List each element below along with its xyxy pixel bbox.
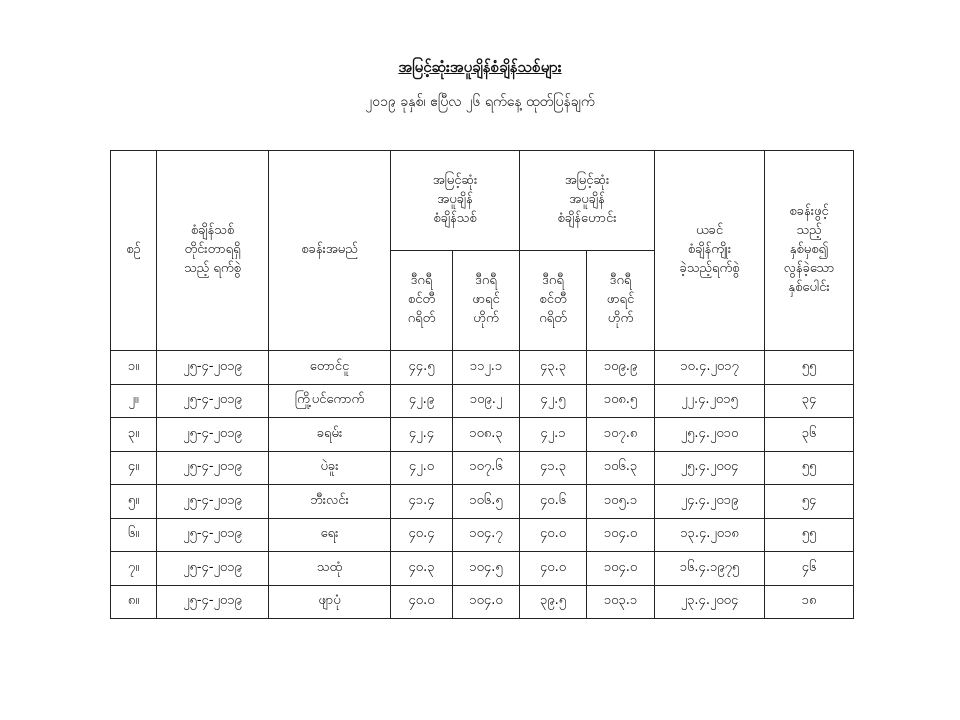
cell-years: ၅၅: [765, 451, 854, 485]
cell-date: ၂၅-၄-၂၀၁၉: [157, 518, 269, 552]
cell-old-date: ၂၃.၄.၂၀၀၄: [655, 585, 765, 619]
cell-date: ၂၅-၄-၂၀၁၉: [157, 418, 269, 452]
header-old-record-date: ယခင် စံချိန်ကျိုး ခဲ့သည့်ရက်စွဲ: [655, 151, 765, 351]
table-row: [111, 518, 854, 552]
cell-years: ၃၆: [765, 418, 854, 452]
table-row: [111, 585, 854, 619]
table-row: [111, 451, 854, 485]
table-row: [111, 552, 854, 586]
cell-old-c: ၄၃.၃: [520, 351, 587, 385]
cell-years: ၄၆: [765, 552, 854, 586]
cell-date: ၂၅-၄-၂၀၁၉: [157, 351, 269, 385]
cell-station: ပဲခူး: [269, 451, 391, 485]
cell-old-f: ၁၀၄.၀: [587, 552, 655, 586]
cell-station: တောင်ငူ: [269, 351, 391, 385]
cell-new-c: ၄၂.၀: [391, 451, 453, 485]
cell-no: ၄။: [111, 451, 157, 485]
table-row: [111, 384, 854, 418]
cell-old-date: ၁၃.၄.၂၀၁၈: [655, 518, 765, 552]
cell-old-f: ၁၀၈.၅: [587, 384, 655, 418]
header-old-record: အမြင့်ဆုံး အပူချိန် စံချိန်ဟောင်း: [520, 151, 655, 251]
cell-no: ၃။: [111, 418, 157, 452]
cell-old-f: ၁၀၅.၁: [587, 485, 655, 519]
cell-old-f: ၁၀၃.၁: [587, 585, 655, 619]
header-record-date: စံချိန်သစ် တိုင်းတာရရှိ သည့် ရက်စွဲ: [157, 151, 269, 351]
cell-no: ၅။: [111, 485, 157, 519]
page-title: အမြင့်ဆုံးအပူချိန်စံချိန်သစ်များ: [398, 58, 562, 76]
cell-old-date: ၂၅.၄.၂၀၀၄: [655, 451, 765, 485]
cell-new-f: ၁၀၄.၇: [453, 518, 520, 552]
header-no: စဉ်: [111, 151, 157, 351]
cell-no: ၈။: [111, 585, 157, 619]
table-header-row: [111, 151, 854, 251]
cell-old-c: ၄၀.၀: [520, 518, 587, 552]
cell-new-f: ၁၀၇.၆: [453, 451, 520, 485]
header-new-celsius: ဒီဂရီ စင်တီ ဂရိတ်: [391, 251, 453, 351]
cell-new-f: ၁၀၄.၅: [453, 552, 520, 586]
cell-years: ၅၄: [765, 485, 854, 519]
cell-new-c: ၄၁.၄: [391, 485, 453, 519]
table-row: [111, 418, 854, 452]
cell-years: ၅၅: [765, 518, 854, 552]
header-old-celsius: ဒီဂရီ စင်တီ ဂရိတ်: [520, 251, 587, 351]
cell-new-f: ၁၀၉.၂: [453, 384, 520, 418]
cell-new-c: ၄၀.၃: [391, 552, 453, 586]
cell-new-f: ၁၀၄.၀: [453, 585, 520, 619]
header-old-fahrenheit: ဒီဂရီ ဖာရင် ဟိုက်: [587, 251, 655, 351]
cell-new-c: ၄၂.၉: [391, 384, 453, 418]
table-row: [111, 485, 854, 519]
cell-station: ကြို့ပင်ကောက်: [269, 384, 391, 418]
cell-years: ၅၅: [765, 351, 854, 385]
cell-old-f: ၁၀၄.၀: [587, 518, 655, 552]
cell-date: ၂၅-၄-၂၀၁၉: [157, 384, 269, 418]
cell-old-c: ၄၂.၅: [520, 384, 587, 418]
cell-date: ၂၅-၄-၂၀၁၉: [157, 585, 269, 619]
cell-no: ၆။: [111, 518, 157, 552]
header-new-fahrenheit: ဒီဂရီ ဖာရင် ဟိုက်: [453, 251, 520, 351]
cell-years: ၃၄: [765, 384, 854, 418]
cell-old-date: ၂၂.၄.၂၀၁၅: [655, 384, 765, 418]
cell-old-c: ၄၀.၆: [520, 485, 587, 519]
cell-old-f: ၁၀၆.၃: [587, 451, 655, 485]
cell-old-f: ၁၀၇.၈: [587, 418, 655, 452]
cell-new-c: ၄၀.၀: [391, 585, 453, 619]
cell-old-c: ၄၂.၁: [520, 418, 587, 452]
cell-new-c: ၄၀.၄: [391, 518, 453, 552]
cell-date: ၂၅-၄-၂၀၁၉: [157, 451, 269, 485]
cell-no: ၁။: [111, 351, 157, 385]
cell-new-c: ၄၂.၄: [391, 418, 453, 452]
cell-station: ဖျာပုံ: [269, 585, 391, 619]
cell-no: ၂။: [111, 384, 157, 418]
cell-station: ဘီးလင်း: [269, 485, 391, 519]
cell-new-f: ၁၀၈.၃: [453, 418, 520, 452]
cell-old-date: ၁၆.၄.၁၉၇၅: [655, 552, 765, 586]
records-table: [110, 150, 854, 619]
cell-date: ၂၅-၄-၂၀၁၉: [157, 485, 269, 519]
cell-years: ၁၈: [765, 585, 854, 619]
cell-date: ၂၅-၄-၂၀၁၉: [157, 552, 269, 586]
cell-new-c: ၄၄.၅: [391, 351, 453, 385]
header-station: စခန်းအမည်: [269, 151, 391, 351]
cell-station: ရေး: [269, 518, 391, 552]
header-years-since: စခန်းဖွင့် သည့် နှစ်မှစ၍ လွန်ခဲ့သော နှစ်ပေါင်း: [765, 151, 854, 351]
cell-old-c: ၃၉.၅: [520, 585, 587, 619]
cell-old-c: ၄၀.၀: [520, 552, 587, 586]
cell-new-f: ၁၀၆.၅: [453, 485, 520, 519]
cell-new-f: ၁၁၂.၁: [453, 351, 520, 385]
header-new-record: အမြင့်ဆုံး အပူချိန် စံချိန်သစ်: [391, 151, 520, 251]
cell-old-c: ၄၁.၃: [520, 451, 587, 485]
cell-station: ခရမ်း: [269, 418, 391, 452]
cell-old-date: ၁၀.၄.၂၀၁၇: [655, 351, 765, 385]
cell-old-f: ၁၀၉.၉: [587, 351, 655, 385]
page-subtitle: ၂၀၁၉ ခုနှစ်၊ ဧပြီလ ၂၆ ရက်နေ့ ထုတ်ပြန်ချက်: [365, 94, 595, 110]
table-row: [111, 351, 854, 385]
cell-old-date: ၂၅.၄.၂၀၁၀: [655, 418, 765, 452]
cell-station: သထုံ: [269, 552, 391, 586]
cell-no: ၇။: [111, 552, 157, 586]
cell-old-date: ၂၄.၄.၂၀၁၉: [655, 485, 765, 519]
